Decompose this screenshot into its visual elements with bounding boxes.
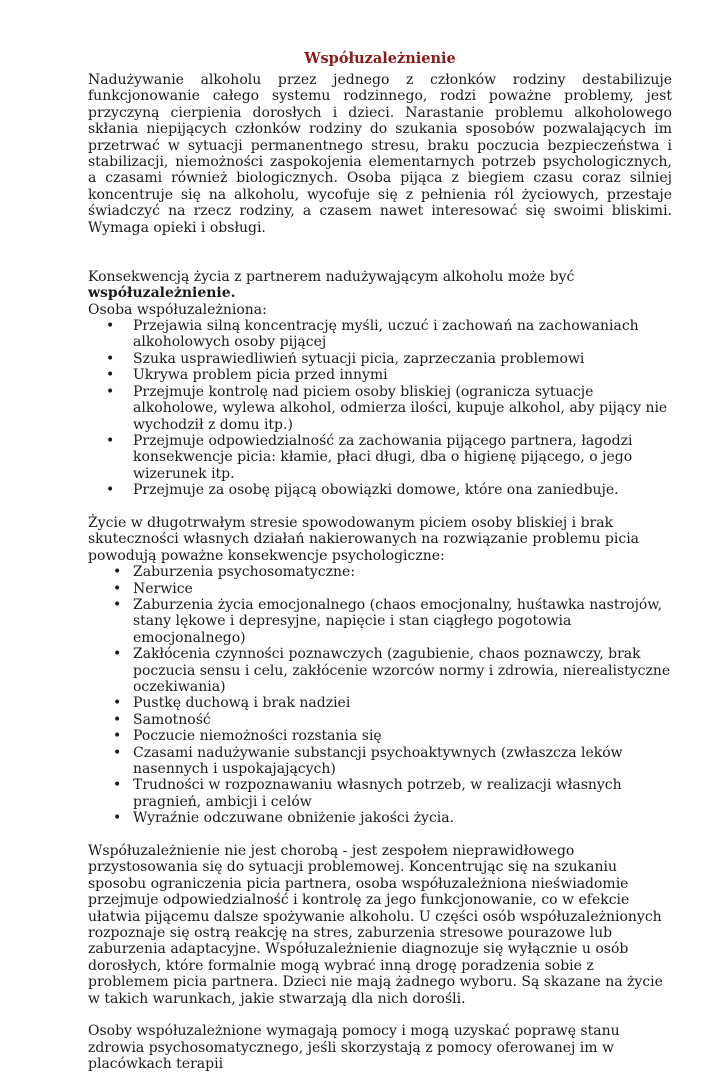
bullet-icon: • (106, 318, 115, 335)
bullet-icon: • (113, 695, 122, 712)
document-title: Współuzależnienie (304, 50, 456, 67)
spacer (88, 1007, 672, 1023)
list-item (88, 695, 672, 711)
list-item (88, 581, 672, 597)
bullet-icon: • (113, 596, 122, 613)
list-item-text: Czasami nadużywanie substancji psychoaktywnych (zwłaszcza leków nasennych i uspokajających) (133, 744, 623, 778)
bullet-icon: • (106, 367, 115, 384)
list-item-text: Ukrywa problem picia przed innymi (133, 367, 388, 384)
bullet-icon: • (106, 350, 115, 367)
list-item (88, 777, 672, 810)
list-item-text: Nerwice (133, 580, 193, 597)
intro-paragraph: Nadużywanie alkoholu przez jednego z członków rodziny destabilizuje funkcjonowanie całego systemu rodzinnego, rodzi poważne problemy, jest przyczyną cierpienia dorosłych i dzieci. Narastanie problemu alkoholowego skłania niepijących członków rodziny do szukania sposobów pozwalających im przetrwać w sytuacji permanentnego stresu, braku poczucia bezpieczeństwa i stabilizacji, niemożności zaspokojenia elementarnych potrzeb psychologicznych, a czasami również biologicznych. Osoba pijąca z biegiem czasu coraz silniej koncentruje się na alkoholu, wycofuje się z pełnienia ról życiowych, przestaje świadczyć na rzecz rodziny, a czasem nawet interesować się swoimi bliskimi. Wymaga opieki i obsługi. (88, 72, 672, 236)
list-item (88, 712, 672, 728)
section3-lead: Życie w długotrwałym stresie spowodowanym piciem osoby bliskiej i brak skuteczności własnych działań nakierowanych na rozwiązanie problemu picia powodują poważne konsekwencje psychologiczne: (88, 514, 640, 564)
list-item-text: Zaburzenia życia emocjonalnego (chaos emocjonalny, huśtawka nastrojów, stany lękowe i depresyjne, napięcie i stan ciągłego pogotowia emocjonalnego) (133, 596, 663, 646)
list-item-text: Przejmuje za osobę pijącą obowiązki domowe, które ona zaniedbuje. (133, 482, 619, 499)
bullet-icon: • (106, 482, 115, 499)
list-item-text: Zakłócenia czynności poznawczych (zagubienie, chaos poznawczy, brak poczucia sensu i celu, zakłócenie wzorców normy i zdrowia, nierealistyczne oczekiwania) (133, 646, 671, 695)
list-item-text: Szuka usprawiedliwień sytuacji picia, zaprzeczania problemowi (133, 350, 585, 367)
list-item (88, 564, 672, 580)
list-item-text: Samotność (133, 711, 211, 728)
section2-lead (88, 269, 672, 302)
bullet-icon: • (113, 728, 122, 745)
consequences-list (88, 564, 672, 827)
document-body (88, 50, 672, 1073)
list-item-text: Przejawia silną koncentrację myśli, uczuć i zachowań na zachowaniach alkoholowych osoby pijącej (133, 318, 639, 351)
bullet-icon: • (113, 564, 122, 581)
list-item (88, 646, 672, 695)
spacer (88, 827, 672, 843)
bullet-icon: • (113, 580, 122, 597)
paragraph-5: Osoby współuzależnione wymagają pomocy i mogą uzyskać poprawę stanu zdrowia psychosomatycznego, jeśli skorzystają z pomocy oferowanej im w placówkach terapii (88, 1023, 620, 1073)
list-item-text: Zaburzenia psychosomatyczne: (133, 564, 356, 581)
list-item-text: Przejmuje kontrolę nad piciem osoby bliskiej (ogranicza sytuacje alkoholowe, wylewa alkohol, odmierza ilości, kupuje alkohol, aby pijący nie wychodził z domu itp.) (133, 383, 668, 433)
bullet-icon: • (113, 810, 122, 827)
list-item (88, 482, 672, 498)
list-item-text: Przejmuje odpowiedzialność za zachowania pijącego partnera, łagodzi konsekwencje picia: kłamie, płaci długi, dba o higienę pijącego, o jego wizerunek itp. (133, 432, 633, 482)
list-item (88, 318, 672, 351)
bullet-icon: • (106, 383, 115, 400)
list-item-text: Wyraźnie odczuwane obniżenie jakości życia. (133, 810, 455, 827)
bullet-icon: • (113, 744, 122, 761)
list-item (88, 433, 672, 482)
bullet-icon: • (113, 646, 122, 663)
list-item (88, 810, 672, 826)
section2-lead-text: Konsekwencją życia z partnerem nadużywającym alkoholu może być (88, 268, 575, 285)
bullet-icon: • (113, 711, 122, 728)
list-item-text: Trudności w rozpoznawaniu własnych potrzeb, w realizacji własnych pragnień, ambicji i celów (133, 777, 622, 810)
spacer (88, 252, 672, 268)
spacer (88, 499, 672, 515)
paragraph-4: Współuzależnienie nie jest chorobą - jest zespołem nieprawidłowego przystosowania się do sytuacji problemowej. Koncentrując się na szukaniu sposobu ograniczenia picia partnera, osoba współuzależniona nieświadomie przejmuje odpowiedzialność i kontrolę za jego funkcjonowanie, co w efekcie ułatwia pijącemu dalsze spożywanie alkoholu. U części osób współuzależnionych rozpoznaje się ostrą reakcję na stres, zaburzenia stresowe pourazowe lub zaburzenia adaptacyjne. Współuzależnienie diagnozuje się wyłącznie u osób dorosłych, które formalnie mogą wybrać inną drogę poradzenia sobie z problemem picia partnera. Dzieci nie mają żadnego wyboru. Są skazane na życie w takich warunkach, jakie stwarzają dla nich dorośli. (88, 843, 663, 1007)
bullet-icon: • (113, 777, 122, 794)
section2-term: współuzależnienie. (88, 285, 236, 302)
list-item (88, 367, 672, 383)
list-item (88, 597, 672, 646)
list-item-text: Pustkę duchową i brak nadziei (133, 695, 351, 712)
list-item (88, 384, 672, 433)
list-item (88, 728, 672, 744)
bullet-icon: • (106, 432, 115, 449)
codependent-traits-list (88, 318, 672, 498)
section2-subheading: Osoba współuzależniona: (88, 301, 267, 318)
spacer (88, 236, 672, 252)
list-item (88, 745, 672, 778)
list-item (88, 351, 672, 367)
list-item-text: Poczucie niemożności rozstania się (133, 728, 382, 745)
